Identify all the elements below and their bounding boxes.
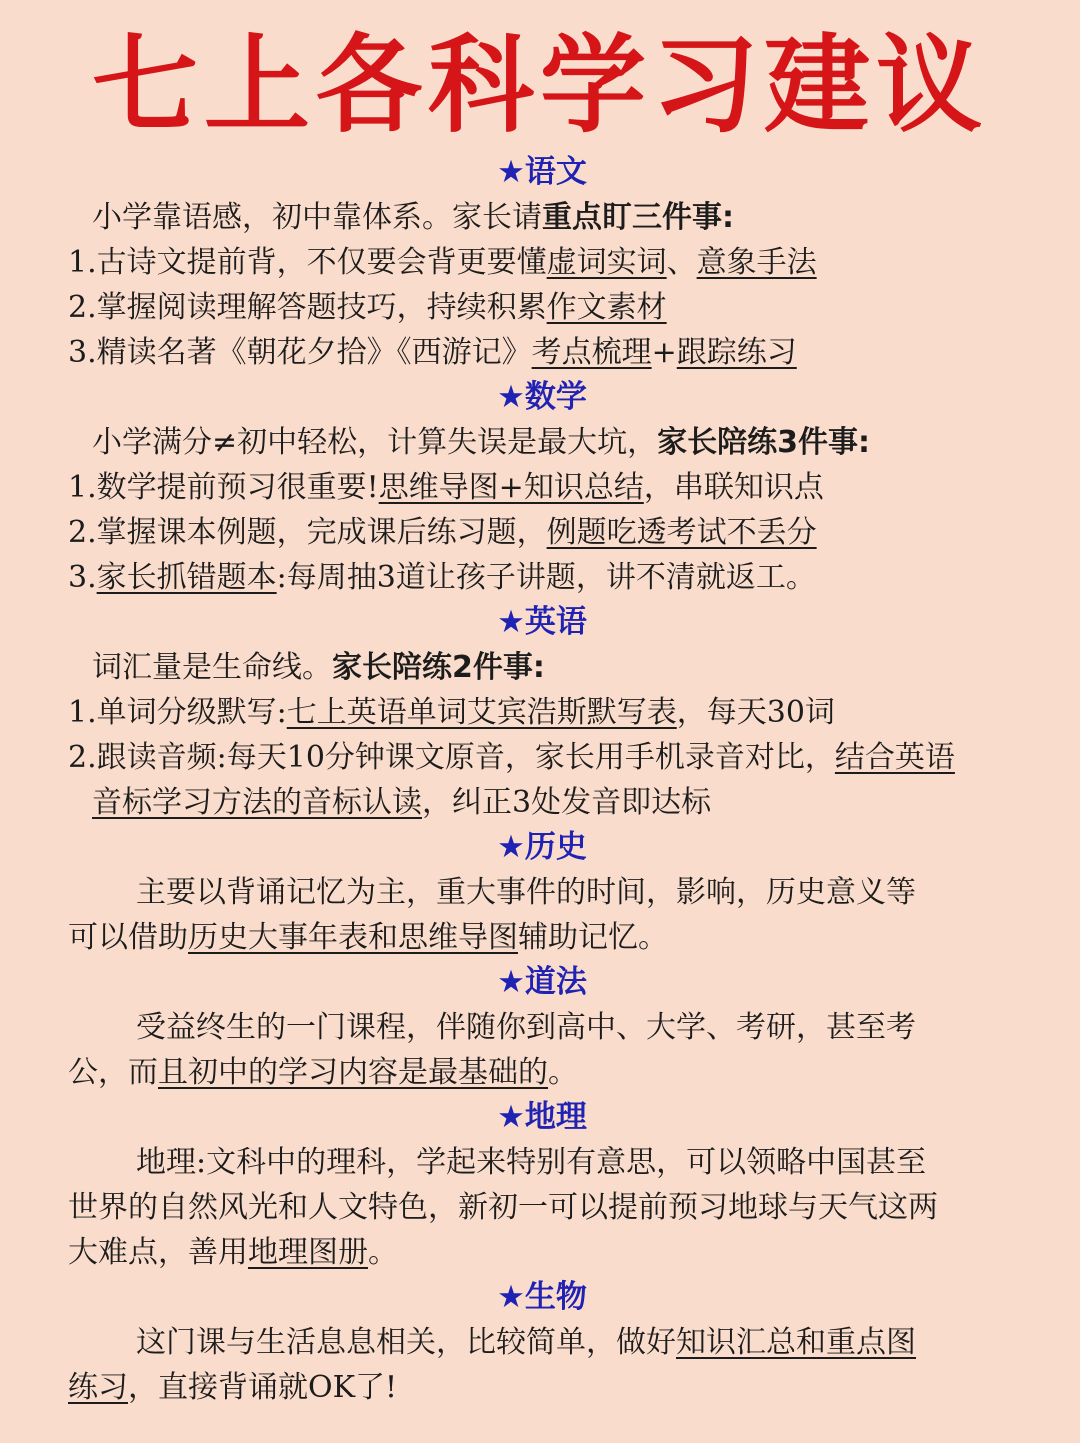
chinese-item-3-underline-b: 跟踪练习 bbox=[676, 335, 797, 370]
chinese-item-1-underline-b: 意象手法 bbox=[696, 245, 817, 280]
geography-line-3-underline: 地理图册 bbox=[248, 1235, 368, 1270]
english-intro bbox=[68, 645, 1016, 690]
history-line-2-tail: 辅助记忆。 bbox=[518, 920, 668, 955]
geography-line-3-text: 大难点，善用 bbox=[68, 1235, 248, 1270]
biology-line-1 bbox=[68, 1320, 1016, 1365]
section-history bbox=[68, 825, 1016, 960]
math-item-1-text: 1.数学提前预习很重要! bbox=[68, 470, 379, 505]
geography-line-2: 世界的自然风光和人文特色，新初一可以提前预习地球与天气这两 bbox=[68, 1190, 938, 1225]
english-item-1-text: 1.单词分级默写: bbox=[68, 695, 287, 730]
math-item-2 bbox=[68, 510, 1016, 555]
section-geography bbox=[68, 1095, 1016, 1275]
section-biology bbox=[68, 1275, 1016, 1410]
english-item-1-tail: ，每天30词 bbox=[676, 695, 835, 730]
chinese-item-1-underline-a: 虚词实词 bbox=[546, 245, 667, 280]
history-line-2 bbox=[68, 915, 1016, 960]
english-item-1 bbox=[68, 690, 1016, 735]
english-item-2 bbox=[68, 735, 1016, 780]
math-item-2-underline: 例题吃透考试不丢分 bbox=[546, 515, 817, 550]
history-line-1: 主要以背诵记忆为主，重大事件的时间，影响，历史意义等 bbox=[136, 875, 916, 910]
chinese-item-2-underline: 作文素材 bbox=[546, 290, 667, 325]
chinese-item-1-text: 1.古诗文提前背，不仅要会背更要懂 bbox=[68, 245, 547, 280]
math-item-3-text: :每周抽3道让孩子讲题，讲不清就返工。 bbox=[276, 560, 816, 595]
section-politics bbox=[68, 960, 1016, 1095]
math-item-1-tail: ，串联知识点 bbox=[643, 470, 824, 505]
geography-line-3 bbox=[68, 1230, 1016, 1275]
chinese-intro-emphasis: 重点盯三件事: bbox=[542, 200, 734, 235]
section-heading-geography: ★地理 bbox=[497, 1099, 587, 1135]
chinese-item-3-plus: + bbox=[651, 335, 677, 370]
section-heading-biology: ★生物 bbox=[497, 1279, 587, 1315]
page-title: 七上各科学习建议 bbox=[92, 24, 988, 147]
biology-line-1-underline: 知识汇总和重点图 bbox=[676, 1325, 916, 1360]
english-item-2-underline-a: 结合英语 bbox=[834, 740, 955, 775]
politics-line-2-tail: 。 bbox=[548, 1055, 578, 1090]
geography-line-1: 地理:文科中的理科，学起来特别有意思，可以领略中国甚至 bbox=[136, 1145, 927, 1180]
section-heading-chinese: ★语文 bbox=[497, 154, 587, 190]
politics-line-1: 受益终生的一门课程，伴随你到高中、大学、考研，甚至考 bbox=[136, 1010, 916, 1045]
chinese-item-3 bbox=[68, 330, 1016, 375]
biology-line-2-text: ，直接背诵就OK了! bbox=[128, 1370, 398, 1405]
chinese-item-2 bbox=[68, 285, 1016, 330]
english-item-2-cont bbox=[68, 780, 1016, 825]
politics-line-2 bbox=[68, 1050, 1016, 1095]
biology-line-1-text: 这门课与生活息息相关，比较简单，做好 bbox=[136, 1325, 676, 1360]
english-item-2-text: 2.跟读音频:每天10分钟课文原音，家长用手机录音对比， bbox=[68, 740, 835, 775]
math-item-3-num: 3. bbox=[68, 560, 97, 595]
biology-line-2-underline: 练习 bbox=[68, 1370, 128, 1405]
section-heading-english: ★英语 bbox=[497, 604, 587, 640]
section-heading-math: ★数学 bbox=[497, 379, 587, 415]
chinese-intro-text: 小学靠语感，初中靠体系。家长请 bbox=[92, 200, 542, 235]
english-intro-emphasis: 家长陪练2件事: bbox=[332, 650, 545, 685]
math-item-3-underline: 家长抓错题本 bbox=[96, 560, 277, 595]
english-intro-text: 词汇量是生命线。 bbox=[92, 650, 332, 685]
section-heading-politics: ★道法 bbox=[497, 964, 587, 1000]
chinese-item-2-text: 2.掌握阅读理解答题技巧，持续积累 bbox=[68, 290, 547, 325]
english-item-2-underline-b: 音标学习方法的音标认读 bbox=[92, 785, 422, 820]
geography-line-3-tail: 。 bbox=[368, 1235, 398, 1270]
math-intro-text: 小学满分≠初中轻松，计算失误是最大坑， bbox=[92, 425, 658, 460]
math-item-1-underline: 思维导图+知识总结 bbox=[378, 470, 644, 505]
politics-line-2-text: 公，而 bbox=[68, 1055, 158, 1090]
english-item-1-underline: 七上英语单词艾宾浩斯默写表 bbox=[286, 695, 677, 730]
chinese-item-3-underline-a: 考点梳理 bbox=[531, 335, 652, 370]
english-item-2-tail: ，纠正3处发音即达标 bbox=[422, 785, 712, 820]
section-english bbox=[68, 600, 1016, 825]
section-chinese bbox=[68, 150, 1016, 375]
history-line-2-text: 可以借助 bbox=[68, 920, 188, 955]
chinese-item-1 bbox=[68, 240, 1016, 285]
math-intro bbox=[68, 420, 1016, 465]
content bbox=[68, 150, 1016, 1410]
section-math bbox=[68, 375, 1016, 600]
chinese-intro bbox=[68, 195, 1016, 240]
math-item-1 bbox=[68, 465, 1016, 510]
section-heading-history: ★历史 bbox=[497, 829, 587, 865]
math-item-2-text: 2.掌握课本例题，完成课后练习题， bbox=[68, 515, 547, 550]
math-item-3 bbox=[68, 555, 1016, 600]
biology-line-2 bbox=[68, 1365, 1016, 1410]
history-line-2-underline: 历史大事年表和思维导图 bbox=[188, 920, 518, 955]
politics-line-2-underline: 且初中的学习内容是最基础的 bbox=[158, 1055, 548, 1090]
chinese-item-3-text: 3.精读名著《朝花夕拾》《西游记》 bbox=[68, 335, 532, 370]
math-intro-emphasis: 家长陪练3件事: bbox=[657, 425, 871, 460]
chinese-item-1-sep: 、 bbox=[666, 245, 697, 280]
